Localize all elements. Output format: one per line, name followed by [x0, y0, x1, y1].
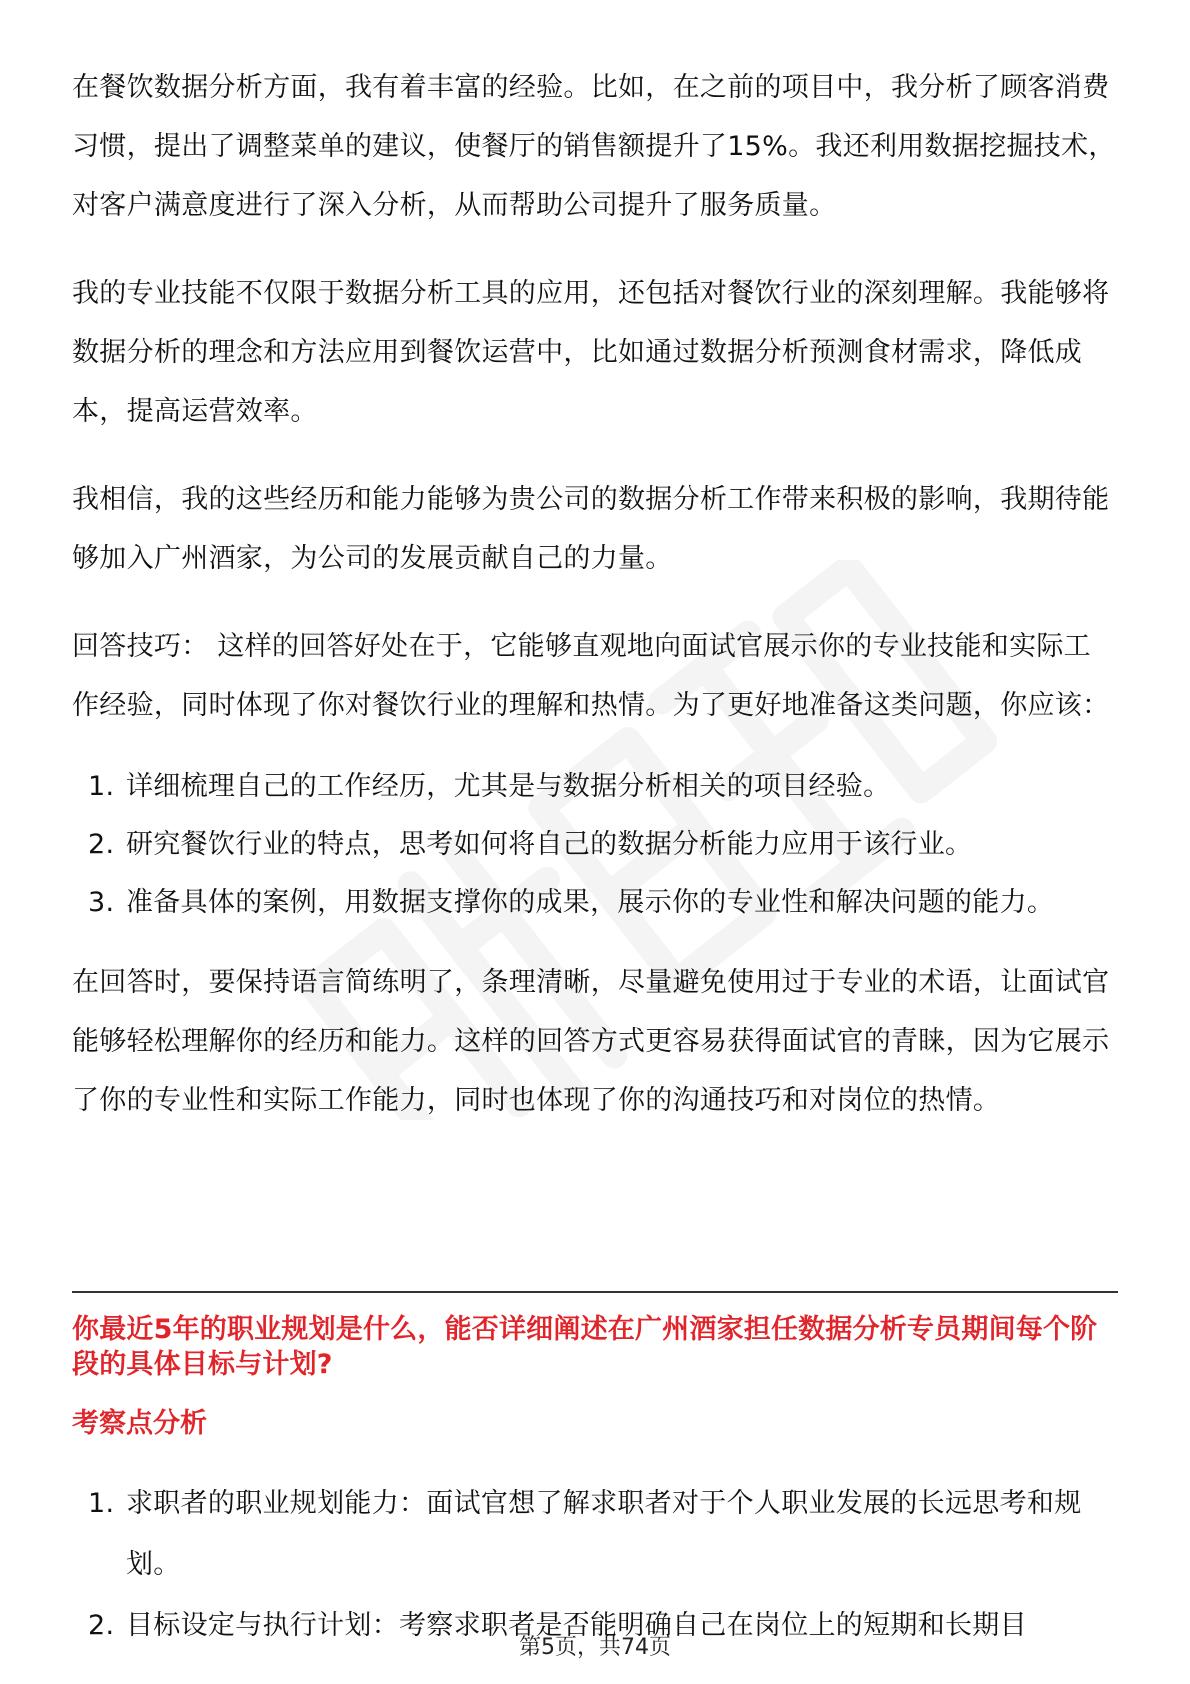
list-item-text: 目标设定与执行计划：考察求职者是否能明确自己在岗位上的短期和长期目 [126, 1610, 1027, 1641]
paragraph-belief: 我相信，我的这些经历和能力能够为贵公司的数据分析工作带来积极的影响，我期待能够加入广州酒家，为公司的发展贡献自己的力量。 [72, 484, 1110, 574]
list-number: 3. [88, 887, 115, 918]
list-number: 2. [88, 1610, 115, 1641]
list-number: 2. [88, 829, 115, 860]
list-item-text: 详细梳理自己的工作经历，尤其是与数据分析相关的项目经验。 [126, 771, 891, 802]
page-footer: 第5页，共74页 [519, 1635, 671, 1660]
list-item [72, 758, 1118, 816]
list-item-text: 求职者的职业规划能力：面试官想了解求职者对于个人职业发展的长远思考和规划。 [126, 1488, 1082, 1580]
paragraph-answer-tips: 回答技巧： 这样的回答好处在于，它能够直观地向面试官展示你的专业技能和实际工作经验，同时体现了你对餐饮行业的理解和热情。为了更好地准备这类问题，你应该： [72, 631, 1110, 721]
list-item-text: 准备具体的案例，用数据支撑你的成果，展示你的专业性和解决问题的能力。 [126, 887, 1055, 918]
list-number: 1. [88, 771, 115, 802]
list-number: 1. [88, 1488, 115, 1519]
tips-list [72, 758, 1118, 932]
body-content [72, 58, 1118, 1130]
list-item [72, 1473, 1118, 1595]
section-divider [72, 1291, 1118, 1293]
list-item-text: 研究餐饮行业的特点，思考如何将自己的数据分析能力应用于该行业。 [126, 829, 973, 860]
question-heading: 你最近5年的职业规划是什么，能否详细阐述在广州酒家担任数据分析专员期间每个阶段的具体目标与计划? [72, 1314, 1098, 1380]
list-item [72, 816, 1118, 874]
paragraph-skills: 我的专业技能不仅限于数据分析工具的应用，还包括对餐饮行业的深刻理解。我能够将数据分析的理念和方法应用到餐饮运营中，比如通过数据分析预测食材需求，降低成本，提高运营效率。 [72, 278, 1110, 427]
paragraph-experience: 在餐饮数据分析方面，我有着丰富的经验。比如，在之前的项目中，我分析了顾客消费习惯，提出了调整菜单的建议，使餐厅的销售额提升了15%。我还利用数据挖掘技术，对客户满意度进行了深入分析，从而帮助公司提升了服务质量。 [72, 72, 1116, 221]
paragraph-closing: 在回答时，要保持语言简练明了，条理清晰，尽量避免使用过于专业的术语，让面试官能够轻松理解你的经历和能力。这样的回答方式更容易获得面试官的青睐，因为它展示了你的专业性和实际工作能力，同时也体现了你的沟通技巧和对岗位的热情。 [72, 967, 1110, 1116]
analysis-subheading: 考察点分析 [72, 1408, 207, 1439]
list-item [72, 874, 1118, 932]
analysis-list [72, 1473, 1118, 1656]
